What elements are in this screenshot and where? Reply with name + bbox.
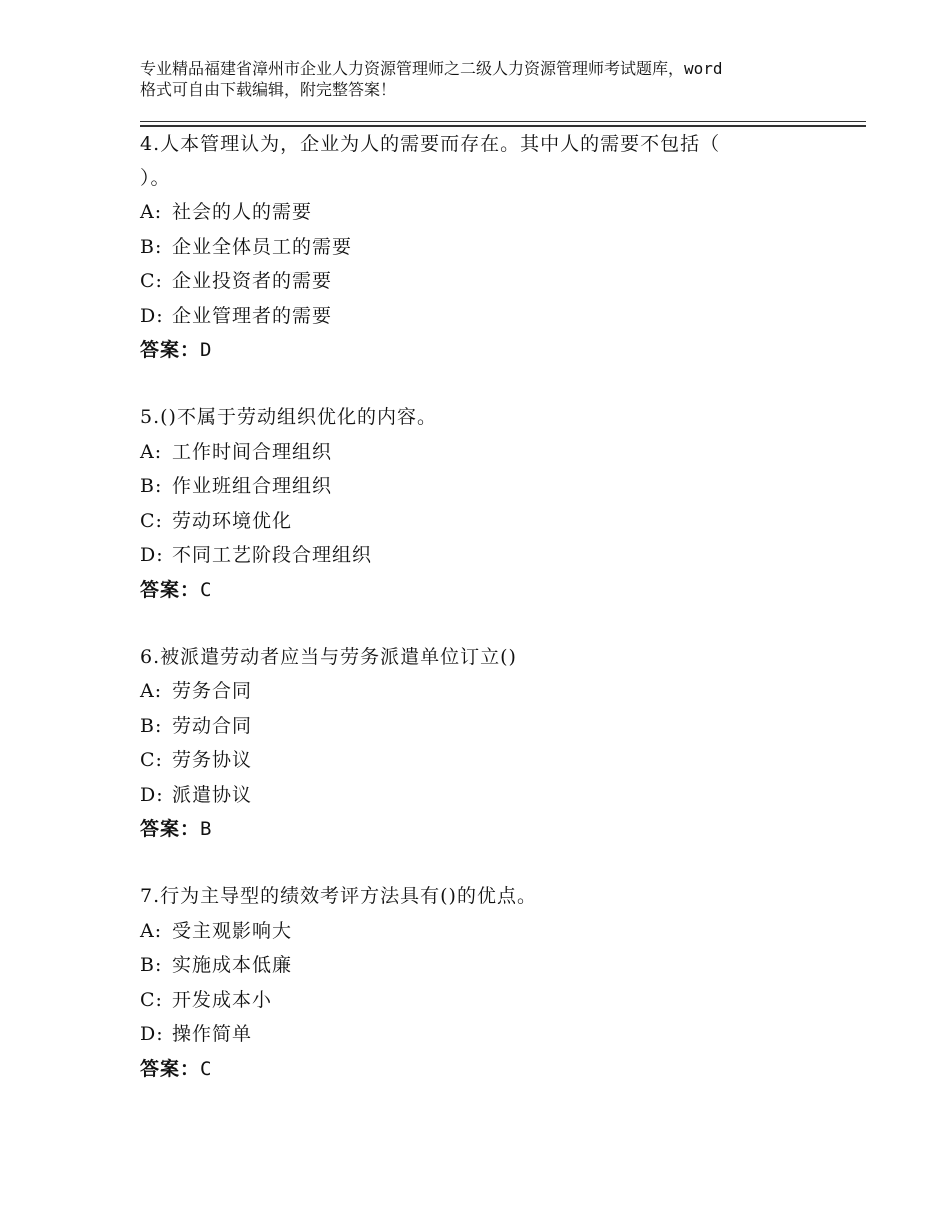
- option-text: 受主观影响大: [172, 919, 293, 942]
- question-item: [140, 401, 840, 607]
- option-letter: C:: [140, 988, 163, 1011]
- option-text: 社会的人的需要: [172, 201, 313, 223]
- question-item: [140, 641, 840, 847]
- option-b: [140, 469, 840, 504]
- answer-value: C: [200, 1057, 213, 1080]
- option-text: 派遣协议: [172, 783, 253, 806]
- option-text: 企业管理者的需要: [172, 304, 333, 327]
- option-a: [140, 195, 840, 230]
- question-stem-line: ）。: [140, 166, 171, 189]
- option-a: [140, 914, 840, 949]
- option-text: 企业全体员工的需要: [172, 235, 353, 258]
- answer-value: D: [200, 339, 213, 361]
- option-text: 工作时间合理组织: [172, 440, 333, 463]
- option-letter: D:: [140, 544, 164, 566]
- option-letter: B:: [140, 475, 163, 497]
- answer-label: 答案：: [140, 1057, 201, 1080]
- option-letter: C:: [140, 270, 163, 292]
- question-spacer: [140, 607, 840, 641]
- option-letter: A:: [140, 201, 163, 223]
- option-b: [140, 948, 840, 983]
- option-text: 劳务协议: [172, 749, 253, 771]
- option-text: 操作简单: [172, 1023, 253, 1045]
- question-stem-line: 7.行为主导型的绩效考评方法具有()的优点。: [140, 885, 537, 907]
- option-letter: C:: [140, 509, 163, 532]
- option-letter: D:: [140, 304, 164, 327]
- option-d: [140, 538, 840, 573]
- option-letter: B:: [140, 714, 163, 737]
- option-b: [140, 230, 840, 265]
- question-stem: [140, 128, 780, 195]
- option-text: 劳动环境优化: [172, 509, 293, 532]
- option-letter: A:: [140, 440, 163, 463]
- question-spacer: [140, 846, 840, 880]
- question-item: [140, 880, 840, 1086]
- answer-label: 答案：: [140, 578, 201, 601]
- answer-value: B: [200, 818, 213, 840]
- option-c: [140, 983, 840, 1018]
- option-text: 作业班组合理组织: [172, 475, 333, 497]
- option-text: 实施成本低廉: [172, 954, 293, 976]
- answer-line: [140, 812, 840, 846]
- question-list: [140, 128, 840, 1086]
- option-text: 企业投资者的需要: [172, 270, 333, 292]
- option-a: [140, 674, 840, 709]
- answer-label: 答案：: [140, 339, 201, 361]
- option-c: [140, 504, 840, 539]
- option-text: 开发成本小: [172, 988, 273, 1011]
- question-stem: [140, 401, 780, 435]
- option-d: [140, 299, 840, 334]
- option-b: [140, 709, 840, 744]
- option-c: [140, 743, 840, 778]
- answer-line: [140, 1052, 840, 1086]
- option-letter: B:: [140, 954, 163, 976]
- option-a: [140, 435, 840, 470]
- option-c: [140, 264, 840, 299]
- question-item: [140, 128, 840, 367]
- header-title-line-2: 格式可自由下载编辑，附完整答案！: [140, 80, 397, 99]
- answer-line: [140, 573, 840, 607]
- option-d: [140, 1017, 840, 1052]
- option-text: 劳动合同: [172, 714, 253, 737]
- question-stem: [140, 641, 780, 675]
- question-stem-line: 6.被派遣劳动者应当与劳务派遣单位订立(): [140, 645, 517, 668]
- answer-line: [140, 333, 840, 367]
- option-letter: B:: [140, 235, 163, 258]
- answer-value: C: [200, 578, 213, 601]
- option-text: 劳务合同: [172, 680, 253, 702]
- question-spacer: [140, 367, 840, 401]
- option-d: [140, 778, 840, 813]
- answer-label: 答案：: [140, 818, 201, 840]
- header-divider-thin: [140, 121, 866, 122]
- option-letter: A:: [140, 680, 163, 702]
- option-letter: C:: [140, 749, 163, 771]
- option-text: 不同工艺阶段合理组织: [172, 544, 373, 566]
- header-divider-thick: [140, 125, 866, 127]
- option-letter: A:: [140, 919, 163, 942]
- option-letter: D:: [140, 783, 164, 806]
- header-title-line-1: 专业精品福建省漳州市企业人力资源管理师之二级人力资源管理师考试题库，word: [140, 59, 723, 78]
- document-header: [140, 58, 830, 100]
- option-letter: D:: [140, 1023, 164, 1045]
- question-stem-line: 4.人本管理认为，企业为人的需要而存在。其中人的需要不包括（: [140, 133, 721, 155]
- question-stem-line: 5.()不属于劳动组织优化的内容。: [140, 406, 437, 428]
- question-stem: [140, 880, 780, 914]
